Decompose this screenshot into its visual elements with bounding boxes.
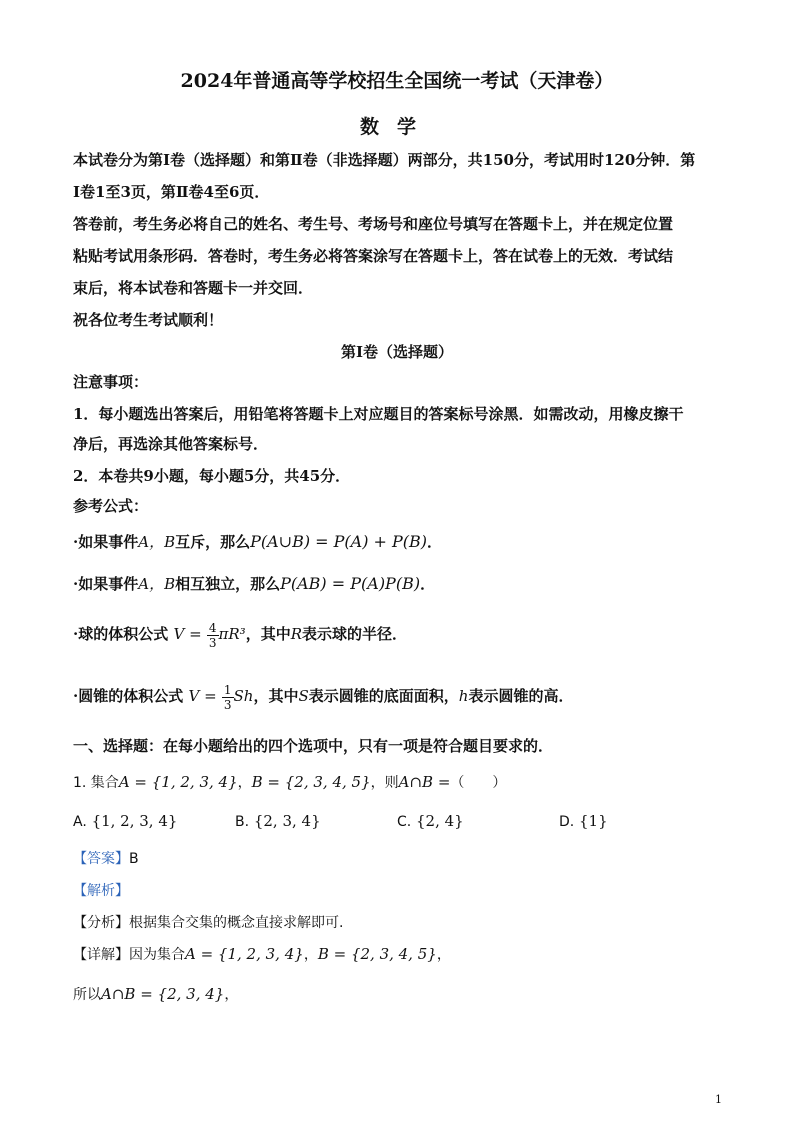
page-number: 1 xyxy=(715,1093,722,1106)
notes-title: 注意事项： xyxy=(73,373,149,391)
section-heading: 第Ⅰ卷（选择题） xyxy=(340,343,454,361)
fraction-one-third: $\frac{1}{3}$ xyxy=(223,682,232,712)
intro-line-6: 祝各位考生考试顺利！ xyxy=(73,311,224,329)
formula-cone-volume: ·圆锥的体积公式 V = $\frac{1}{3}$ Sh，其中S表示圆锥的底面面积，h表示圆锥的高． xyxy=(73,682,574,712)
intro-line-1: 本试卷分为第Ⅰ卷（选择题）和第Ⅱ卷（非选择题）两部分，共150分，考试用时120分钟．第 xyxy=(73,151,696,169)
question-1: 1. 集合A = {1, 2, 3, 4}，B = {2, 3, 4, 5}，则A∩B =（ ） xyxy=(73,773,507,791)
part-one-heading: 一、选择题：在每小题给出的四个选项中，只有一项是符合题目要求的． xyxy=(73,737,554,755)
answer-tag: 【答案】 xyxy=(73,851,129,867)
analysis-tag: 【解析】 xyxy=(73,883,129,899)
answer-value: B xyxy=(129,851,139,867)
note-1b: 净后，再选涂其他答案标号． xyxy=(73,435,269,453)
fenxi-line: 【分析】根据集合交集的概念直接求解即可. xyxy=(73,915,344,931)
formula-union: ·如果事件A，B互斥，那么P(A∪B) = P(A) + P(B)． xyxy=(73,532,443,551)
fraction-four-thirds: $\frac{4}{3}$ xyxy=(208,620,217,650)
intro-line-3: 答卷前，考生务必将自己的姓名、考生号、考场号和座位号填写在答题卡上，并在规定位置 xyxy=(73,215,674,233)
formula-independent: ·如果事件A，B相互独立，那么P(AB) = P(A)P(B)． xyxy=(73,574,436,593)
formula-sphere-volume: ·球的体积公式 V = $\frac{4}{3}$ πR³，其中R表示球的半径． xyxy=(73,620,408,650)
exam-title: 2024年普通高等学校招生全国统一考试（天津卷） xyxy=(180,70,614,92)
note-1a: 1．每小题选出答案后，用铅笔将答题卡上对应题目的答案标号涂黑．如需改动，用橡皮擦干 xyxy=(73,405,684,423)
option-b[interactable]: B. {2, 3, 4} xyxy=(235,812,321,830)
subject-title: 数学 xyxy=(359,116,434,138)
intro-line-5: 束后，将本试卷和答题卡一并交回． xyxy=(73,279,314,297)
note-2: 2．本卷共9小题，每小题5分，共45分． xyxy=(73,467,351,485)
option-d[interactable]: D. {1} xyxy=(559,812,608,830)
option-c[interactable]: C. {2, 4} xyxy=(397,812,464,830)
reference-title: 参考公式： xyxy=(73,497,149,515)
xiangjie-line: 【详解】因为集合A = {1, 2, 3, 4}，B = {2, 3, 4, 5}， xyxy=(73,945,451,963)
option-a[interactable]: A. {1, 2, 3, 4} xyxy=(73,812,178,830)
analysis-line xyxy=(73,880,723,901)
intro-line-4: 粘贴考试用条形码．答卷时，考生务必将答案涂写在答题卡上，答在试卷上的无效．考试结 xyxy=(73,247,674,265)
answer-line xyxy=(73,848,723,869)
result-line: 所以A∩B = {2, 3, 4}， xyxy=(73,985,239,1003)
intro-line-2: Ⅰ卷1至3页，第Ⅱ卷4至6页． xyxy=(73,183,270,201)
